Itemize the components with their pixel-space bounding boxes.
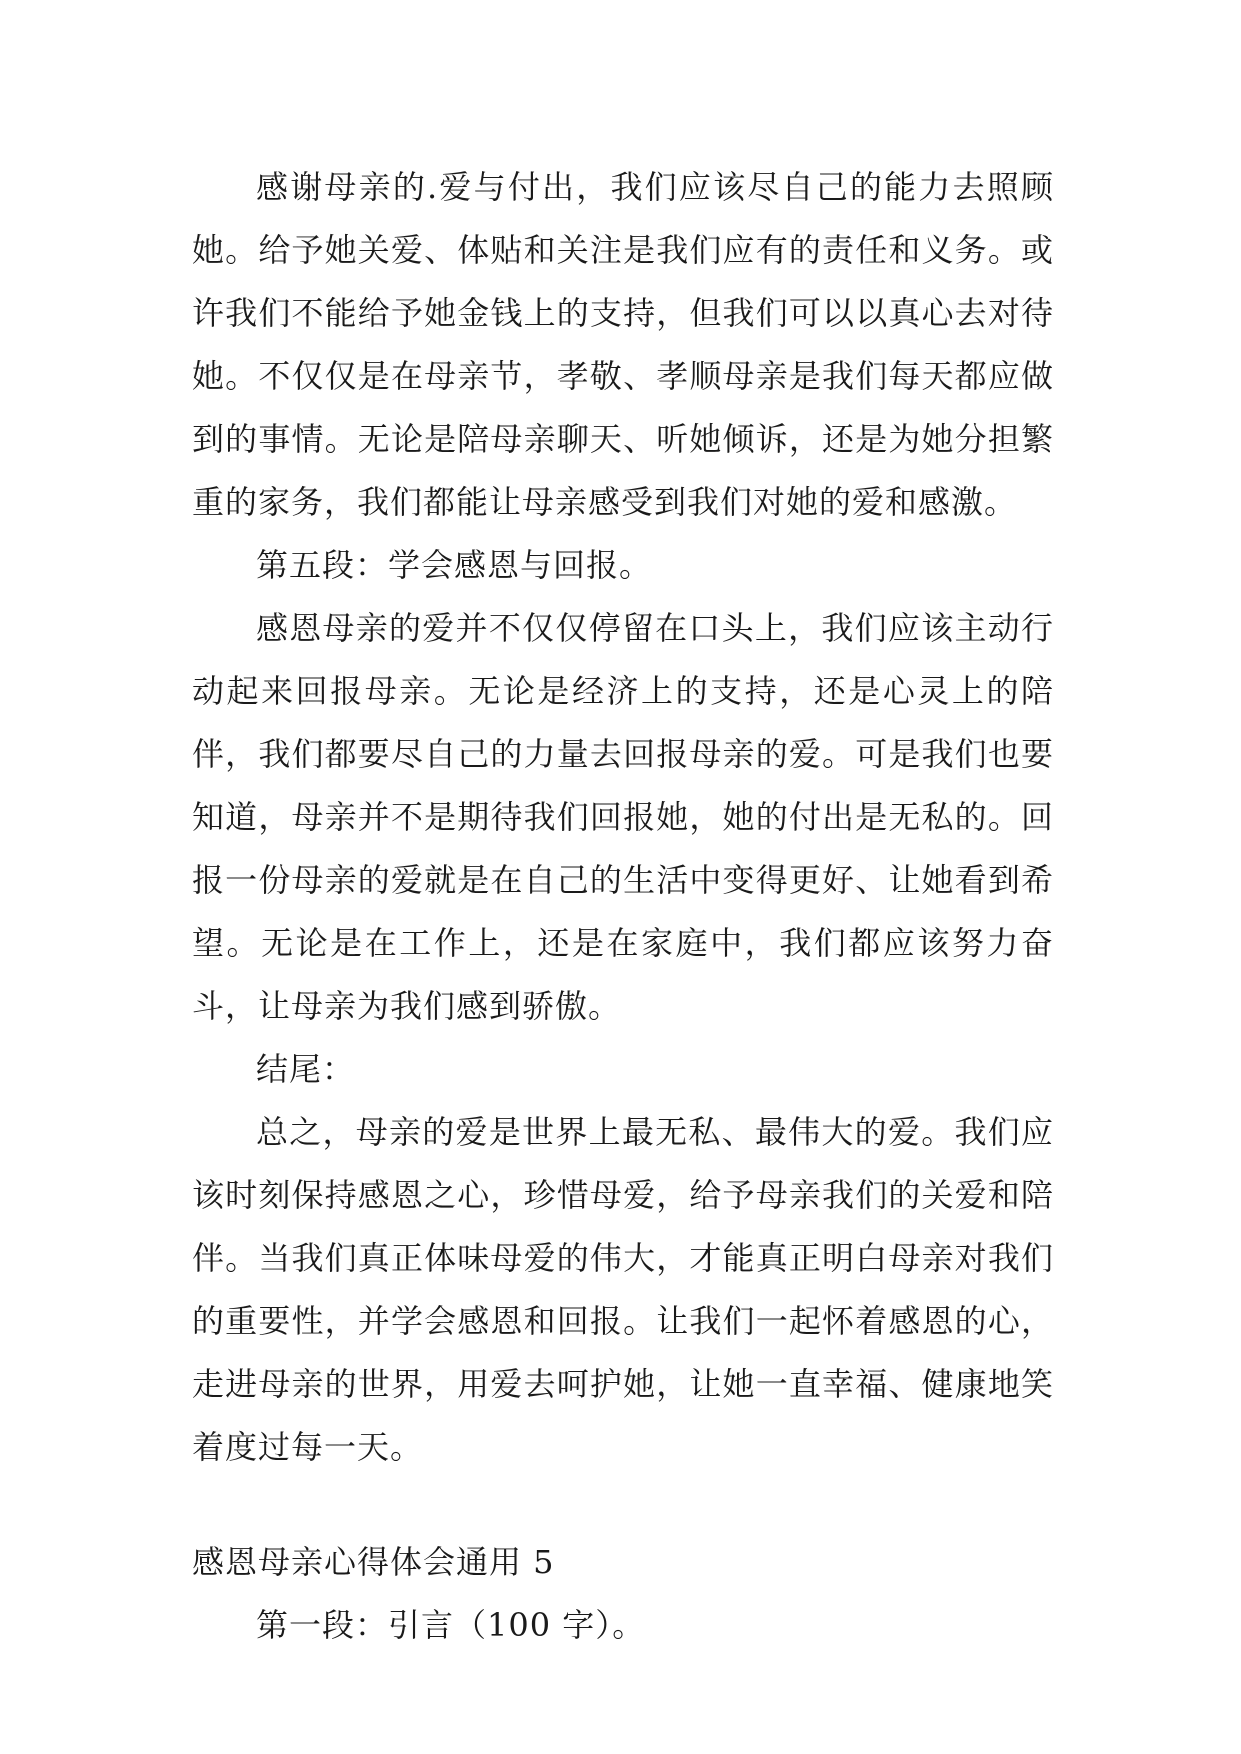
section-first-heading: 第一段：引言（100 字）。 [256, 1606, 646, 1644]
section-title: 感恩母亲心得体会通用 5 [192, 1543, 555, 1581]
paragraph-gratitude-care: 感谢母亲的.爱与付出，我们应该尽自己的能力去照顾她。给予她关爱、体贴和关注是我们应有的责任和义务。或许我们不能给予她金钱上的支持，但我们可以以真心去对待她。不仅仅是在母亲节，孝敬、孝顺母亲是我们每天都应做到的事情。无论是陪母亲聊天、听她倾诉，还是为她分担繁重的家务，我们都能让母亲感受到我们对她的爱和感激。 [192, 168, 1054, 521]
paragraph-conclusion: 总之，母亲的爱是世界上最无私、最伟大的爱。我们应该时刻保持感恩之心，珍惜母爱，给予母亲我们的关爱和陪伴。当我们真正体味母爱的伟大，才能真正明白母亲对我们的重要性，并学会感恩和回报。让我们一起怀着感恩的心，走进母亲的世界，用爱去呵护她，让她一直幸福、健康地笑着度过每一天。 [192, 1113, 1054, 1466]
paragraph-heading-fifth: 第五段：学会感恩与回报。 [256, 546, 653, 584]
document-page [192, 156, 1054, 1657]
paragraph-heading-ending: 结尾： [256, 1050, 356, 1088]
paragraph-repay-love: 感恩母亲的爱并不仅仅停留在口头上，我们应该主动行动起来回报母亲。无论是经济上的支持，还是心灵上的陪伴，我们都要尽自己的力量去回报母亲的爱。可是我们也要知道，母亲并不是期待我们回报她，她的付出是无私的。回报一份母亲的爱就是在自己的生活中变得更好、让她看到希望。无论是在工作上，还是在家庭中，我们都应该努力奋斗，让母亲为我们感到骄傲。 [192, 609, 1054, 1025]
